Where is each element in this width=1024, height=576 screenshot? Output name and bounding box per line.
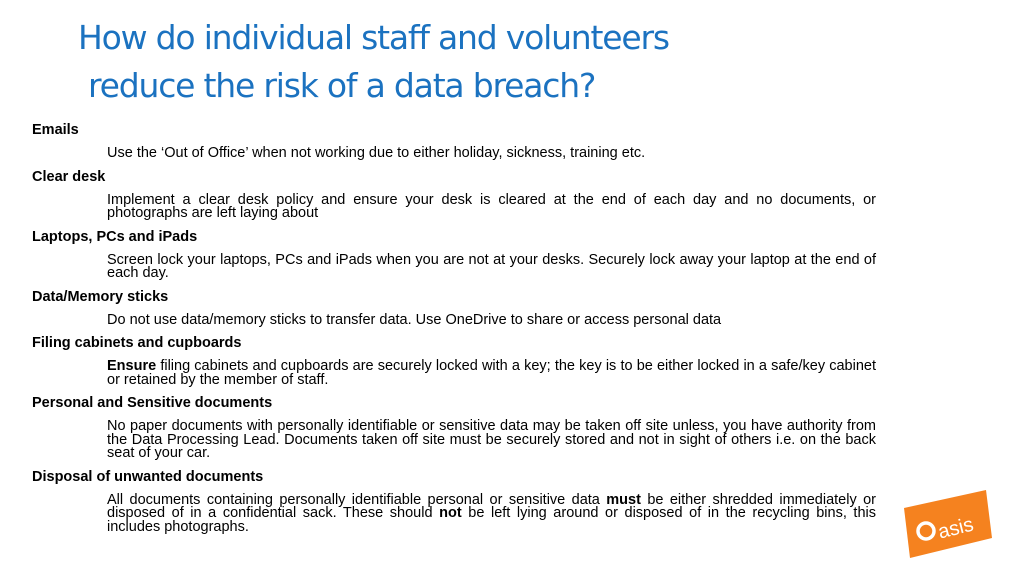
- laptops-heading: Laptops, PCs and iPads: [32, 228, 198, 245]
- logo-text: asis: [935, 513, 976, 544]
- oasis-logo-icon: [898, 488, 994, 560]
- filing-bold-lead: Ensure: [107, 358, 157, 374]
- disposal-text-c: be left lying around or disposed of in the recycling bins, this includes photographs.: [107, 505, 876, 535]
- disposal-text-b: be either shredded immediately or disposed of in a confidential sack. These should: [107, 491, 876, 521]
- page-title: [78, 14, 838, 110]
- clear-desk-text: Implement a clear desk policy and ensure your desk is cleared at the end of each day and no documents, or photographs are left laying about: [107, 191, 876, 221]
- filing-text: [107, 360, 876, 387]
- clear-desk-heading: Clear desk: [32, 168, 106, 185]
- title-line-2: reduce the risk of a data breach?: [88, 66, 596, 105]
- emails-heading: Emails: [32, 122, 79, 138]
- memory-sticks-text: Do not use data/memory sticks to transfer data. Use OneDrive to share or access personal data: [107, 311, 722, 328]
- laptops-text: Screen lock your laptops, PCs and iPads when you are not at your desks. Securely lock away your laptop at the end of each day.: [107, 251, 876, 281]
- memory-sticks-heading: Data/Memory sticks: [32, 288, 169, 305]
- disposal-bold-a: must: [606, 491, 641, 508]
- emails-text: Use the ‘Out of Office’ when not working due to either holiday, sickness, training etc.: [107, 145, 646, 161]
- disposal-heading: Disposal of unwanted documents: [32, 468, 264, 485]
- title-line-1: How do individual staff and volunteers: [78, 18, 669, 57]
- personal-heading: Personal and Sensitive documents: [32, 395, 273, 411]
- disposal-text: [107, 491, 876, 535]
- filing-heading: Filing cabinets and cupboards: [32, 335, 242, 351]
- disposal-bold-b: not: [439, 505, 462, 521]
- guidance-list: [32, 122, 876, 542]
- disposal-text-a: All documents containing personally identifiable personal or sensitive data: [107, 491, 607, 508]
- filing-body: filing cabinets and cupboards are securely locked with a key; the key is to be either locked in a safe/key cabinet or retained by the member of staff.: [107, 358, 876, 388]
- personal-text: No paper documents with personally identifiable or sensitive data may be taken off site unless, you have authority from the Data Processing Lead. Documents taken off site must be securely stored and not in sight of others i.e. on the back seat of your car.: [107, 418, 876, 461]
